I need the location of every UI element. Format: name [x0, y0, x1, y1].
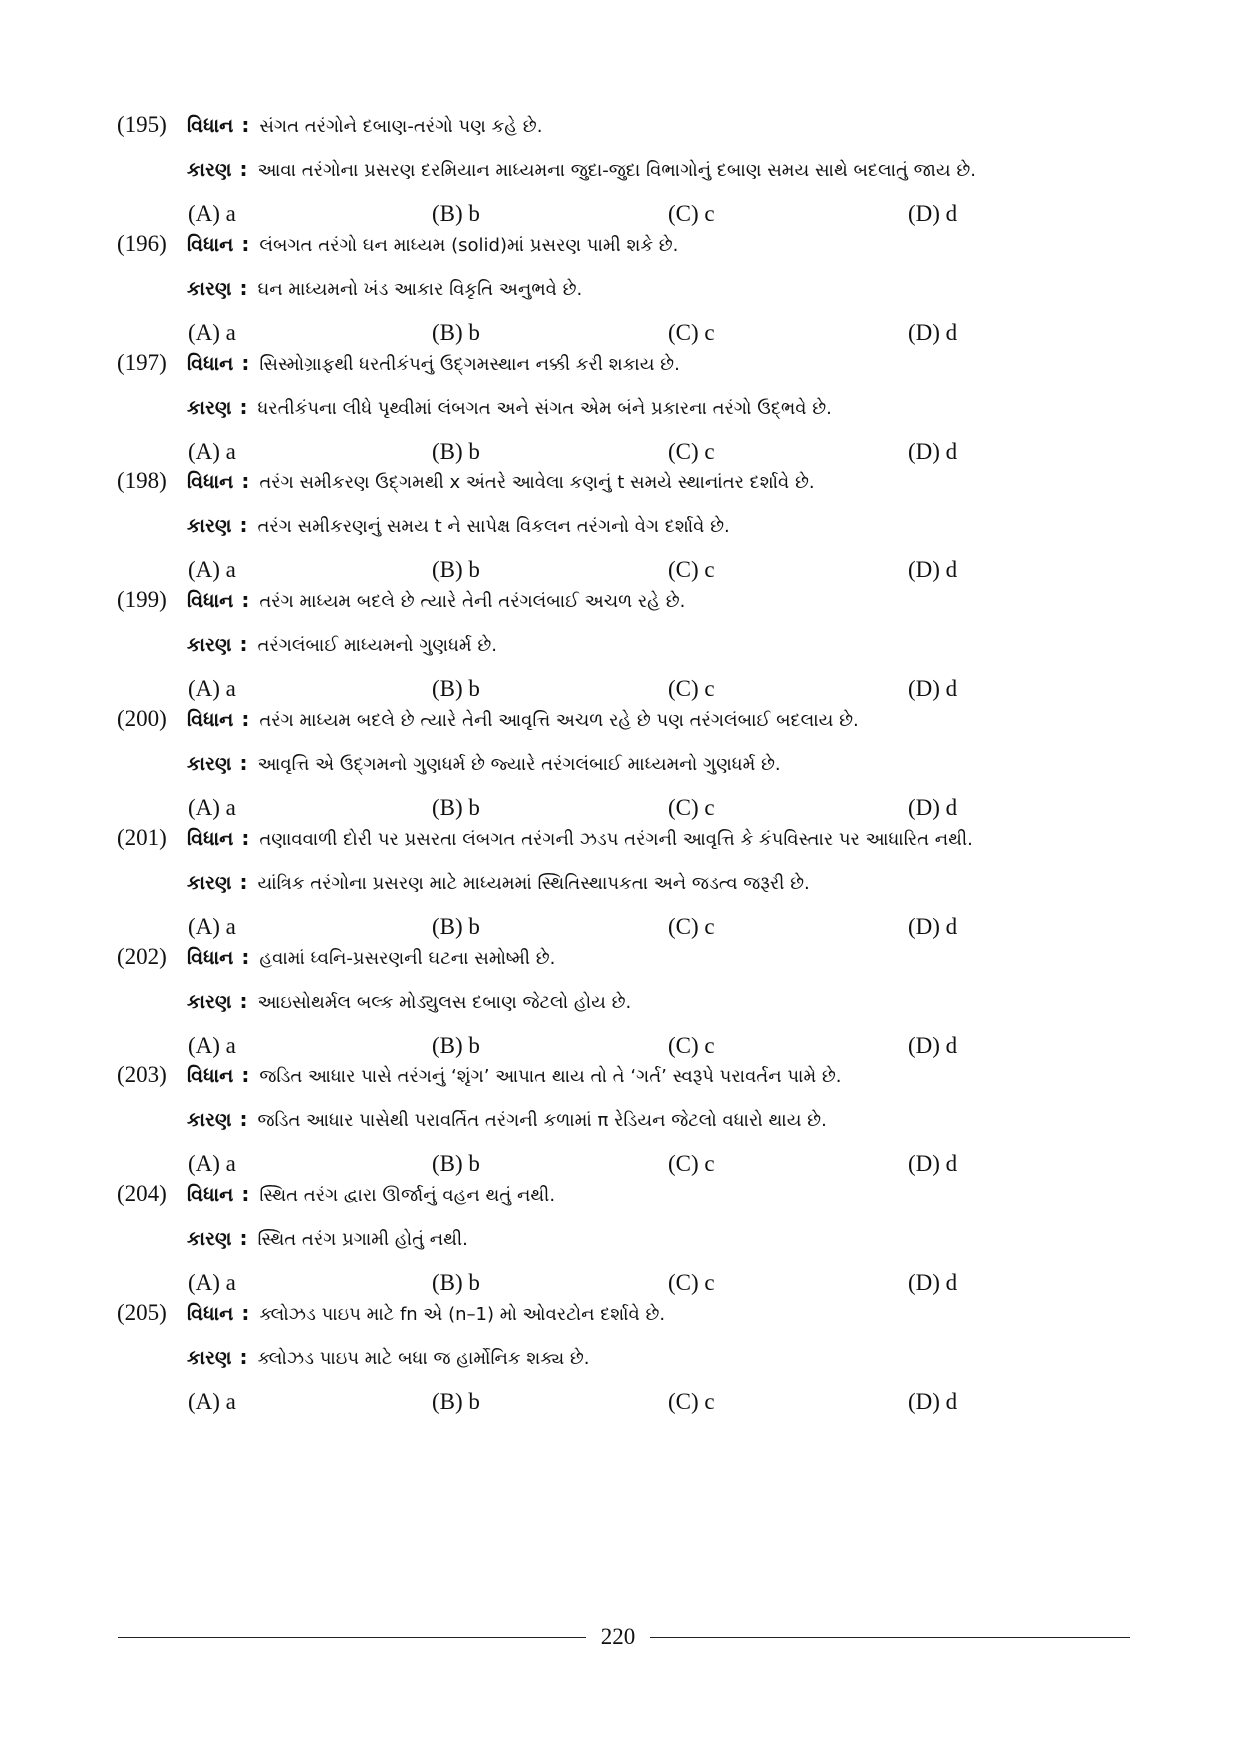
statement-label: વિધાન: [187, 828, 234, 850]
question-number: (202): [117, 944, 167, 969]
statement-text: લંબગત તરંગો ઘન માધ્યમ (solid)માં પ્રસરણ પામી શકે છે.: [259, 235, 679, 256]
reason-text: આવૃત્તિ એ ઉદ્ગમનો ગુણધર્મ છે જ્યારે તરંગલંબાઈ માધ્યમનો ગુણધર્મ છે.: [257, 754, 781, 775]
option-b[interactable]: (B) b: [432, 557, 480, 582]
option-a[interactable]: (A) a: [188, 1270, 236, 1295]
reason-row: [187, 510, 1181, 542]
question-number: (204): [117, 1181, 167, 1206]
colon: :: [241, 232, 250, 256]
question-block: [0, 229, 1241, 363]
question-block: [0, 1060, 1241, 1194]
statement-text: સંગત તરંગોને દબાણ-તરંગો પણ કહે છે.: [259, 116, 543, 137]
options-row: [0, 1387, 1241, 1417]
option-c[interactable]: (C) c: [668, 1270, 715, 1295]
option-d[interactable]: (D) d: [908, 1033, 958, 1058]
option-d[interactable]: (D) d: [908, 320, 958, 345]
options-row: [0, 912, 1241, 942]
statement-label: વિધાન: [187, 1303, 234, 1325]
statement-row: [187, 585, 1181, 617]
colon: :: [239, 1226, 248, 1250]
statement-label: વિધાન: [187, 709, 234, 731]
statement-label: વિધાન: [187, 1065, 234, 1087]
option-b[interactable]: (B) b: [432, 914, 480, 939]
reason-label: કારણ: [187, 991, 232, 1013]
statement-label: વિધાન: [187, 947, 234, 969]
reason-label: કારણ: [187, 1228, 232, 1250]
options-row: [0, 1031, 1241, 1061]
option-c[interactable]: (C) c: [668, 795, 715, 820]
reason-label: કારણ: [187, 397, 232, 419]
reason-row: [187, 1223, 1181, 1255]
statement-row: [187, 110, 1181, 142]
option-b[interactable]: (B) b: [432, 320, 480, 345]
option-a[interactable]: (A) a: [188, 676, 236, 701]
reason-text: આવા તરંગોના પ્રસરણ દરમિયાન માધ્યમના જુદા-જુદા વિભાગોનું દબાણ સમય સાથે બદલાતું જાય છે.: [257, 160, 977, 181]
statement-row: [187, 1179, 1181, 1211]
colon: :: [241, 945, 250, 969]
option-d[interactable]: (D) d: [908, 1270, 958, 1295]
option-d[interactable]: (D) d: [908, 914, 958, 939]
question-number: (199): [117, 587, 167, 612]
option-d[interactable]: (D) d: [908, 795, 958, 820]
statement-row: [187, 823, 1181, 855]
colon: :: [241, 826, 250, 850]
colon: :: [239, 632, 248, 656]
colon: :: [239, 870, 248, 894]
colon: :: [239, 276, 248, 300]
question-block: [0, 1298, 1241, 1432]
options-row: [0, 199, 1241, 229]
option-a[interactable]: (A) a: [188, 557, 236, 582]
reason-row: [187, 1104, 1181, 1136]
colon: :: [241, 469, 250, 493]
option-d[interactable]: (D) d: [908, 1151, 958, 1176]
option-c[interactable]: (C) c: [668, 1033, 715, 1058]
reason-label: કારણ: [187, 634, 232, 656]
option-c[interactable]: (C) c: [668, 1151, 715, 1176]
options-row: [0, 555, 1241, 585]
statement-text: તરંગ માધ્યમ બદલે છે ત્યારે તેની તરંગલંબાઈ અચળ રહે છે.: [259, 591, 686, 612]
question-block: [0, 585, 1241, 719]
statement-label: વિધાન: [187, 1184, 234, 1206]
statement-row: [187, 942, 1181, 974]
reason-label: કારણ: [187, 753, 232, 775]
reason-row: [187, 748, 1181, 780]
colon: :: [239, 751, 248, 775]
reason-label: કારણ: [187, 1109, 232, 1131]
option-a[interactable]: (A) a: [188, 795, 236, 820]
option-a[interactable]: (A) a: [188, 1151, 236, 1176]
option-b[interactable]: (B) b: [432, 439, 480, 464]
colon: :: [239, 1345, 248, 1369]
reason-text: તરંગલંબાઈ માધ્યમનો ગુણધર્મ છે.: [257, 635, 497, 656]
footer-rule-left: [118, 1637, 586, 1638]
statement-text: સ્થિત તરંગ દ્વારા ઊર્જાનું વહન થતું નથી.: [259, 1185, 556, 1206]
option-c[interactable]: (C) c: [668, 914, 715, 939]
option-b[interactable]: (B) b: [432, 1151, 480, 1176]
colon: :: [241, 351, 250, 375]
option-c[interactable]: (C) c: [668, 676, 715, 701]
options-row: [0, 318, 1241, 348]
statement-row: [187, 229, 1181, 261]
reason-row: [187, 867, 1181, 899]
question-number: (201): [117, 825, 167, 850]
colon: :: [239, 513, 248, 537]
option-c[interactable]: (C) c: [668, 439, 715, 464]
option-d[interactable]: (D) d: [908, 676, 958, 701]
option-c[interactable]: (C) c: [668, 1389, 715, 1414]
reason-text: સ્થિત તરંગ પ્રગામી હોતું નથી.: [257, 1229, 468, 1250]
option-d[interactable]: (D) d: [908, 1389, 958, 1414]
reason-label: કારણ: [187, 1347, 232, 1369]
statement-text: સિસ્મોગ્રાફથી ધરતીકંપનું ઉદ્ગમસ્થાન નક્કી કરી શકાય છે.: [259, 354, 680, 375]
reason-text: જડિત આધાર પાસેથી પરાવર્તિત તરંગની કળામાં π રેડિયન જેટલો વધારો થાય છે.: [257, 1110, 827, 1131]
statement-row: [187, 466, 1181, 498]
question-block: [0, 1179, 1241, 1313]
statement-text: જડિત આધાર પાસે તરંગનું ‘શૃંગ’ આપાત થાય તો તે ‘ગર્ત’ સ્વરૂપે પરાવર્તન પામે છે.: [259, 1066, 842, 1087]
colon: :: [239, 989, 248, 1013]
option-a[interactable]: (A) a: [188, 439, 236, 464]
option-c[interactable]: (C) c: [668, 557, 715, 582]
colon: :: [241, 1182, 250, 1206]
question-block: [0, 942, 1241, 1076]
options-row: [0, 1149, 1241, 1179]
option-b[interactable]: (B) b: [432, 1033, 480, 1058]
reason-row: [187, 1342, 1181, 1374]
options-row: [0, 793, 1241, 823]
reason-label: કારણ: [187, 515, 232, 537]
question-block: [0, 704, 1241, 838]
option-c[interactable]: (C) c: [668, 201, 715, 226]
colon: :: [241, 1063, 250, 1087]
option-d[interactable]: (D) d: [908, 439, 958, 464]
colon: :: [239, 157, 248, 181]
question-number: (200): [117, 706, 167, 731]
question-block: [0, 110, 1241, 244]
option-b[interactable]: (B) b: [432, 1389, 480, 1414]
option-a[interactable]: (A) a: [188, 1033, 236, 1058]
reason-row: [187, 986, 1181, 1018]
option-a[interactable]: (A) a: [188, 1389, 236, 1414]
statement-text: ક્લોઝડ પાઇપ માટે fn એ (n–1) મો ઓવરટોન દર્શાવે છે.: [259, 1304, 666, 1325]
option-b[interactable]: (B) b: [432, 795, 480, 820]
options-row: [0, 674, 1241, 704]
statement-label: વિધાન: [187, 471, 234, 493]
reason-row: [187, 392, 1181, 424]
option-b[interactable]: (B) b: [432, 676, 480, 701]
statement-row: [187, 1060, 1181, 1092]
options-row: [0, 1268, 1241, 1298]
reason-text: ઘન માધ્યમનો ખંડ આકાર વિકૃતિ અનુભવે છે.: [257, 279, 583, 300]
question-number: (198): [117, 468, 167, 493]
colon: :: [239, 1107, 248, 1131]
reason-text: તરંગ સમીકરણનું સમય t ને સાપેક્ષ વિકલન તરંગનો વેગ દર્શાવે છે.: [257, 516, 730, 537]
option-d[interactable]: (D) d: [908, 201, 958, 226]
statement-label: વિધાન: [187, 234, 234, 256]
question-number: (205): [117, 1300, 167, 1325]
reason-label: કારણ: [187, 872, 232, 894]
reason-text: યાંત્રિક તરંગોના પ્રસરણ માટે માધ્યમમાં સ્થિતિસ્થાપકતા અને જડત્વ જરૂરી છે.: [257, 873, 810, 894]
colon: :: [241, 707, 250, 731]
option-c[interactable]: (C) c: [668, 320, 715, 345]
reason-row: [187, 629, 1181, 661]
reason-label: કારણ: [187, 278, 232, 300]
statement-text: તરંગ માધ્યમ બદલે છે ત્યારે તેની આવૃત્તિ અચળ રહે છે પણ તરંગલંબાઈ બદલાય છે.: [259, 710, 859, 731]
option-a[interactable]: (A) a: [188, 320, 236, 345]
statement-text: તરંગ સમીકરણ ઉદ્ગમથી x અંતરે આવેલા કણનું t સમયે સ્થાનાંતર દર્શાવે છે.: [259, 472, 815, 493]
options-row: [0, 437, 1241, 467]
reason-text: ધરતીકંપના લીધે પૃથ્વીમાં લંબગત અને સંગત એમ બંને પ્રકારના તરંગો ઉદ્ભવે છે.: [257, 398, 832, 419]
colon: :: [241, 588, 250, 612]
question-number: (197): [117, 350, 167, 375]
reason-row: [187, 273, 1181, 305]
statement-text: હવામાં ધ્વનિ-પ્રસરણની ઘટના સમોષ્મી છે.: [259, 948, 556, 969]
question-number: (195): [117, 112, 167, 137]
statement-text: તણાવવાળી દોરી પર પ્રસરતા લંબગત તરંગની ઝડપ તરંગની આવૃત્તિ કે કંપવિસ્તાર પર આધારિત નથી.: [259, 829, 973, 850]
colon: :: [241, 113, 250, 137]
question-block: [0, 466, 1241, 600]
reason-label: કારણ: [187, 159, 232, 181]
statement-label: વિધાન: [187, 590, 234, 612]
option-a[interactable]: (A) a: [188, 201, 236, 226]
question-number: (203): [117, 1062, 167, 1087]
reason-text: આઇસોથર્મલ બલ્ક મોડ્યુલસ દબાણ જેટલો હોય છે.: [257, 992, 632, 1013]
question-number: (196): [117, 231, 167, 256]
colon: :: [241, 1301, 250, 1325]
reason-row: [187, 154, 1181, 186]
option-b[interactable]: (B) b: [432, 1270, 480, 1295]
statement-row: [187, 348, 1181, 380]
footer-rule-right: [650, 1637, 1130, 1638]
statement-row: [187, 704, 1181, 736]
option-d[interactable]: (D) d: [908, 557, 958, 582]
statement-label: વિધાન: [187, 353, 234, 375]
statement-label: વિધાન: [187, 115, 234, 137]
option-a[interactable]: (A) a: [188, 914, 236, 939]
statement-row: [187, 1298, 1181, 1330]
question-block: [0, 823, 1241, 957]
question-block: [0, 348, 1241, 482]
reason-text: ક્લોઝડ પાઇપ માટે બધા જ હાર્મોનિક શક્ય છે.: [257, 1348, 590, 1369]
colon: :: [239, 395, 248, 419]
option-b[interactable]: (B) b: [432, 201, 480, 226]
page-number: 220: [600, 1624, 636, 1649]
